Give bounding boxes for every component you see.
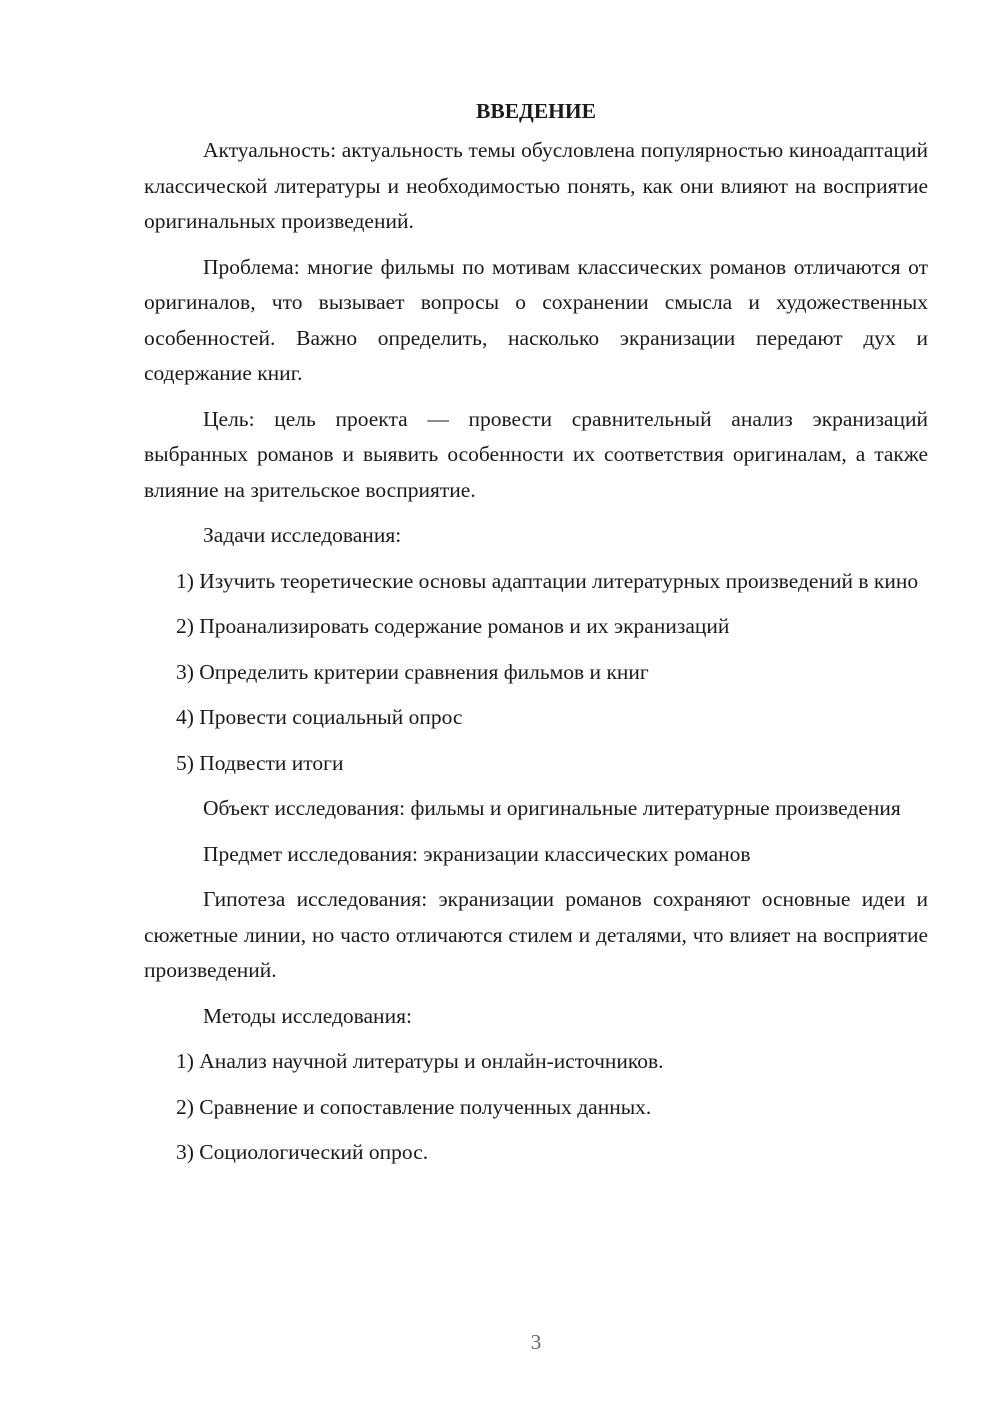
task-item: 4) Провести социальный опрос [176,705,463,729]
method-item: 2) Сравнение и сопоставление полученных данных. [176,1094,652,1119]
problem-paragraph: Проблема: многие фильмы по мотивам классических романов отличаются от оригиналов, что вызывает вопросы о сохранении смысла и художественных особенностей. Важно определить, насколько экранизации передают дух и содержание книг. [144,254,928,385]
page-number: 3 [530,1330,542,1354]
document-body [144,93,928,1181]
object-paragraph: Объект исследования: фильмы и оригинальные литературные произведения [203,796,901,820]
task-item: 3) Определить критерии сравнения фильмов и книг [176,659,649,684]
section-title: ВВЕДЕНИЕ [476,99,596,123]
task-item: 2) Проанализировать содержание романов и их экранизаций [176,614,730,638]
methods-heading: Методы исследования: [203,1003,412,1028]
relevance-paragraph: Актуальность: актуальность темы обусловлена популярностью киноадаптаций классической литературы и необходимостью понять, как они влияют на восприятие оригинальных произведений. [144,138,928,233]
task-item: 5) Подвести итоги [176,750,344,775]
goal-paragraph: Цель: цель проекта — провести сравнительный анализ экранизаций выбранных романов и выявить особенности их соответствия оригиналам, а также влияние на зрительское восприятие. [144,406,928,502]
method-item: 3) Социологический опрос. [176,1140,429,1164]
tasks-heading: Задачи исследования: [203,523,402,547]
subject-paragraph: Предмет исследования: экранизации классических романов [203,841,751,866]
task-item: 1) Изучить теоретические основы адаптации литературных произведений в кино [176,568,919,593]
hypothesis-paragraph: Гипотеза исследования: экранизации романов сохраняют основные идеи и сюжетные линии, но часто отличаются стилем и деталями, что влияет на восприятие произведений. [144,887,928,982]
method-item: 1) Анализ научной литературы и онлайн-источников. [176,1049,664,1073]
